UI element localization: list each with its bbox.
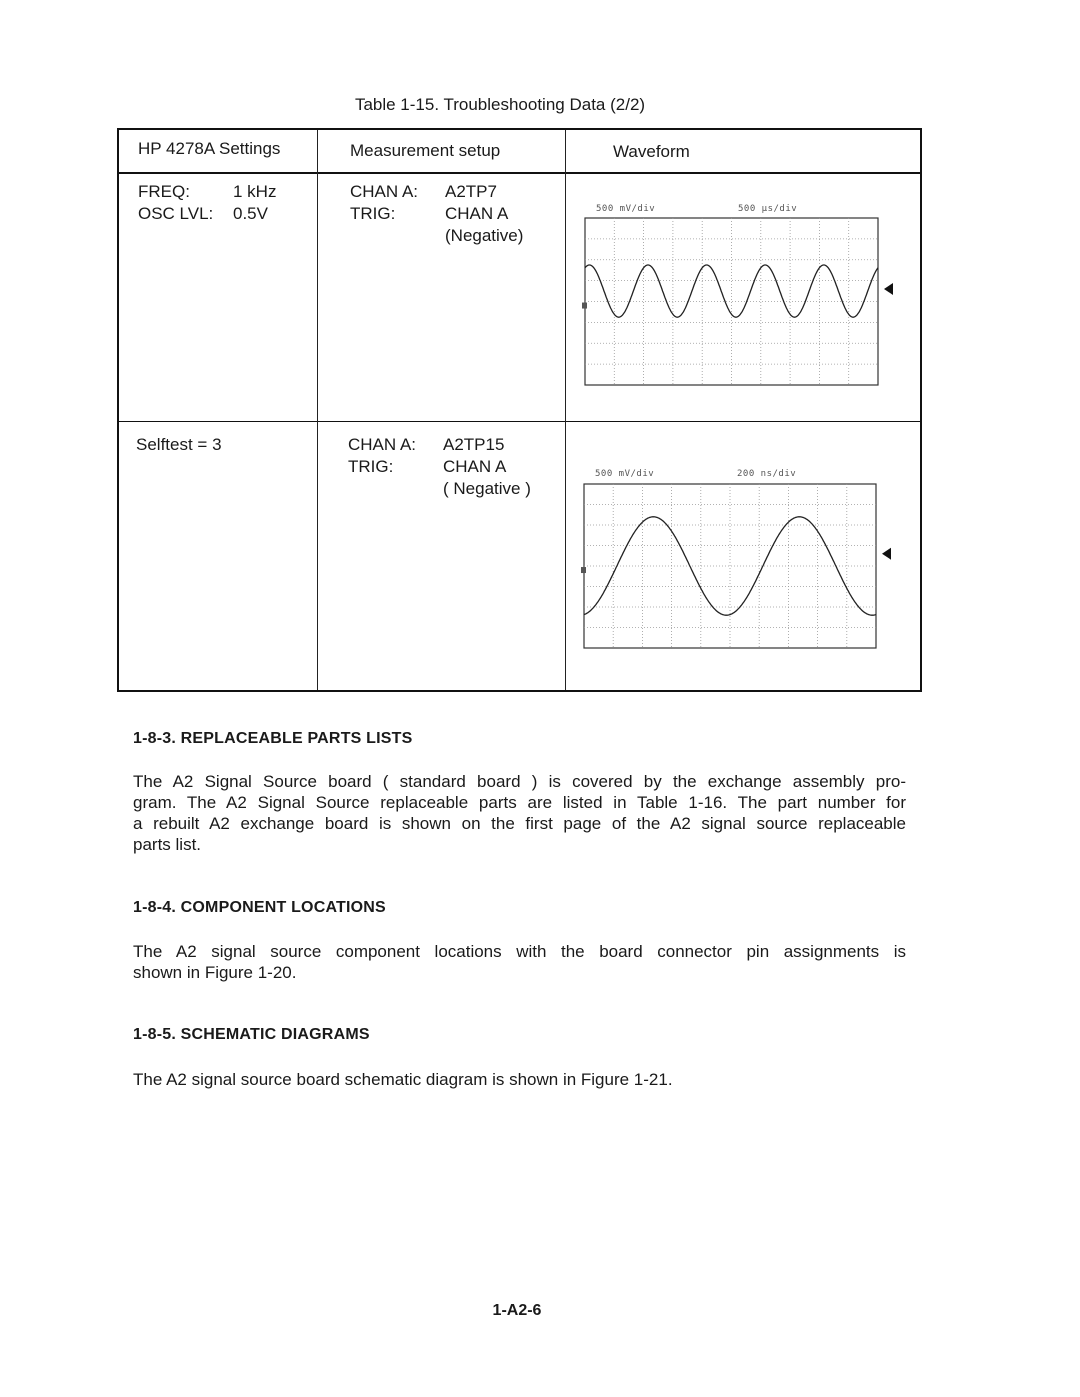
text-line: parts list.: [133, 835, 202, 854]
setup-value: CHAN A: [445, 204, 509, 223]
column-divider-1: [317, 130, 318, 690]
header-waveform: Waveform: [613, 142, 690, 161]
oscilloscope-waveform-2: [578, 478, 908, 658]
ground-reference-marker: [581, 567, 586, 573]
text-line: The A2 signal source board schematic diagram is shown in Figure 1-21.: [133, 1070, 673, 1089]
page-number: 1-A2-6: [492, 1302, 542, 1319]
ground-reference-marker: [582, 303, 587, 309]
text-line: The A2 Signal Source board ( standard board ) is covered by the exchange assembly pro-: [133, 772, 906, 791]
table-caption: Table 1-15. Troubleshooting Data (2/2): [354, 95, 646, 114]
header-settings: HP 4278A Settings: [138, 139, 281, 158]
header-divider: [119, 172, 920, 174]
oscilloscope-waveform-1: [580, 212, 910, 392]
section-heading-schematic-diagrams: 1-8-5. SCHEMATIC DIAGRAMS: [133, 1026, 370, 1043]
scope2-volts-per-div: 500 mV/div: [595, 469, 655, 479]
header-measurement-setup: Measurement setup: [350, 141, 501, 160]
setup-value: (Negative): [445, 226, 524, 245]
text-line: gram. The A2 Signal Source replaceable parts are listed in Table 1-16. The part number for: [133, 793, 906, 812]
scope1-time-per-div: 500 µs/div: [738, 204, 798, 214]
setup-value: ( Negative ): [443, 479, 531, 498]
section-heading-parts-lists: 1-8-3. REPLACEABLE PARTS LISTS: [133, 730, 413, 747]
section-body-component-locations: [133, 941, 906, 983]
setup-key: [350, 225, 445, 247]
row-divider: [119, 421, 920, 422]
trigger-level-marker-icon: [884, 283, 893, 295]
text-line: shown in Figure 1-20.: [133, 963, 297, 982]
row2-setup: [348, 434, 531, 500]
setup-key: [348, 478, 443, 500]
trigger-level-marker-icon: [882, 548, 891, 560]
setup-value: A2TP15: [443, 435, 505, 454]
setup-value: A2TP7: [445, 182, 497, 201]
row2-settings: Selftest = 3: [136, 435, 222, 454]
section-body-parts-lists: [133, 771, 906, 855]
text-line: a rebuilt A2 exchange board is shown on the first page of the A2 signal source replaceable: [133, 814, 906, 833]
column-divider-2: [565, 130, 566, 690]
scope1-volts-per-div: 500 mV/div: [596, 204, 656, 214]
text-line: The A2 signal source component locations with the board connector pin assignments is: [133, 942, 906, 961]
setup-value: CHAN A: [443, 457, 507, 476]
setup-key: CHAN A:: [348, 435, 417, 454]
settings-key: FREQ:: [138, 182, 190, 201]
settings-value: 0.5V: [233, 204, 268, 223]
scope2-time-per-div: 200 ns/div: [737, 469, 797, 479]
setup-key: CHAN A:: [350, 182, 419, 201]
setup-key: TRIG:: [350, 204, 396, 223]
settings-key: OSC LVL:: [138, 204, 214, 223]
settings-value: 1 kHz: [233, 182, 277, 201]
setup-key: TRIG:: [348, 457, 394, 476]
row1-settings: [138, 181, 276, 225]
section-heading-component-locations: 1-8-4. COMPONENT LOCATIONS: [133, 899, 386, 916]
section-body-schematic-diagrams: [133, 1069, 906, 1090]
row1-setup: [350, 181, 523, 247]
